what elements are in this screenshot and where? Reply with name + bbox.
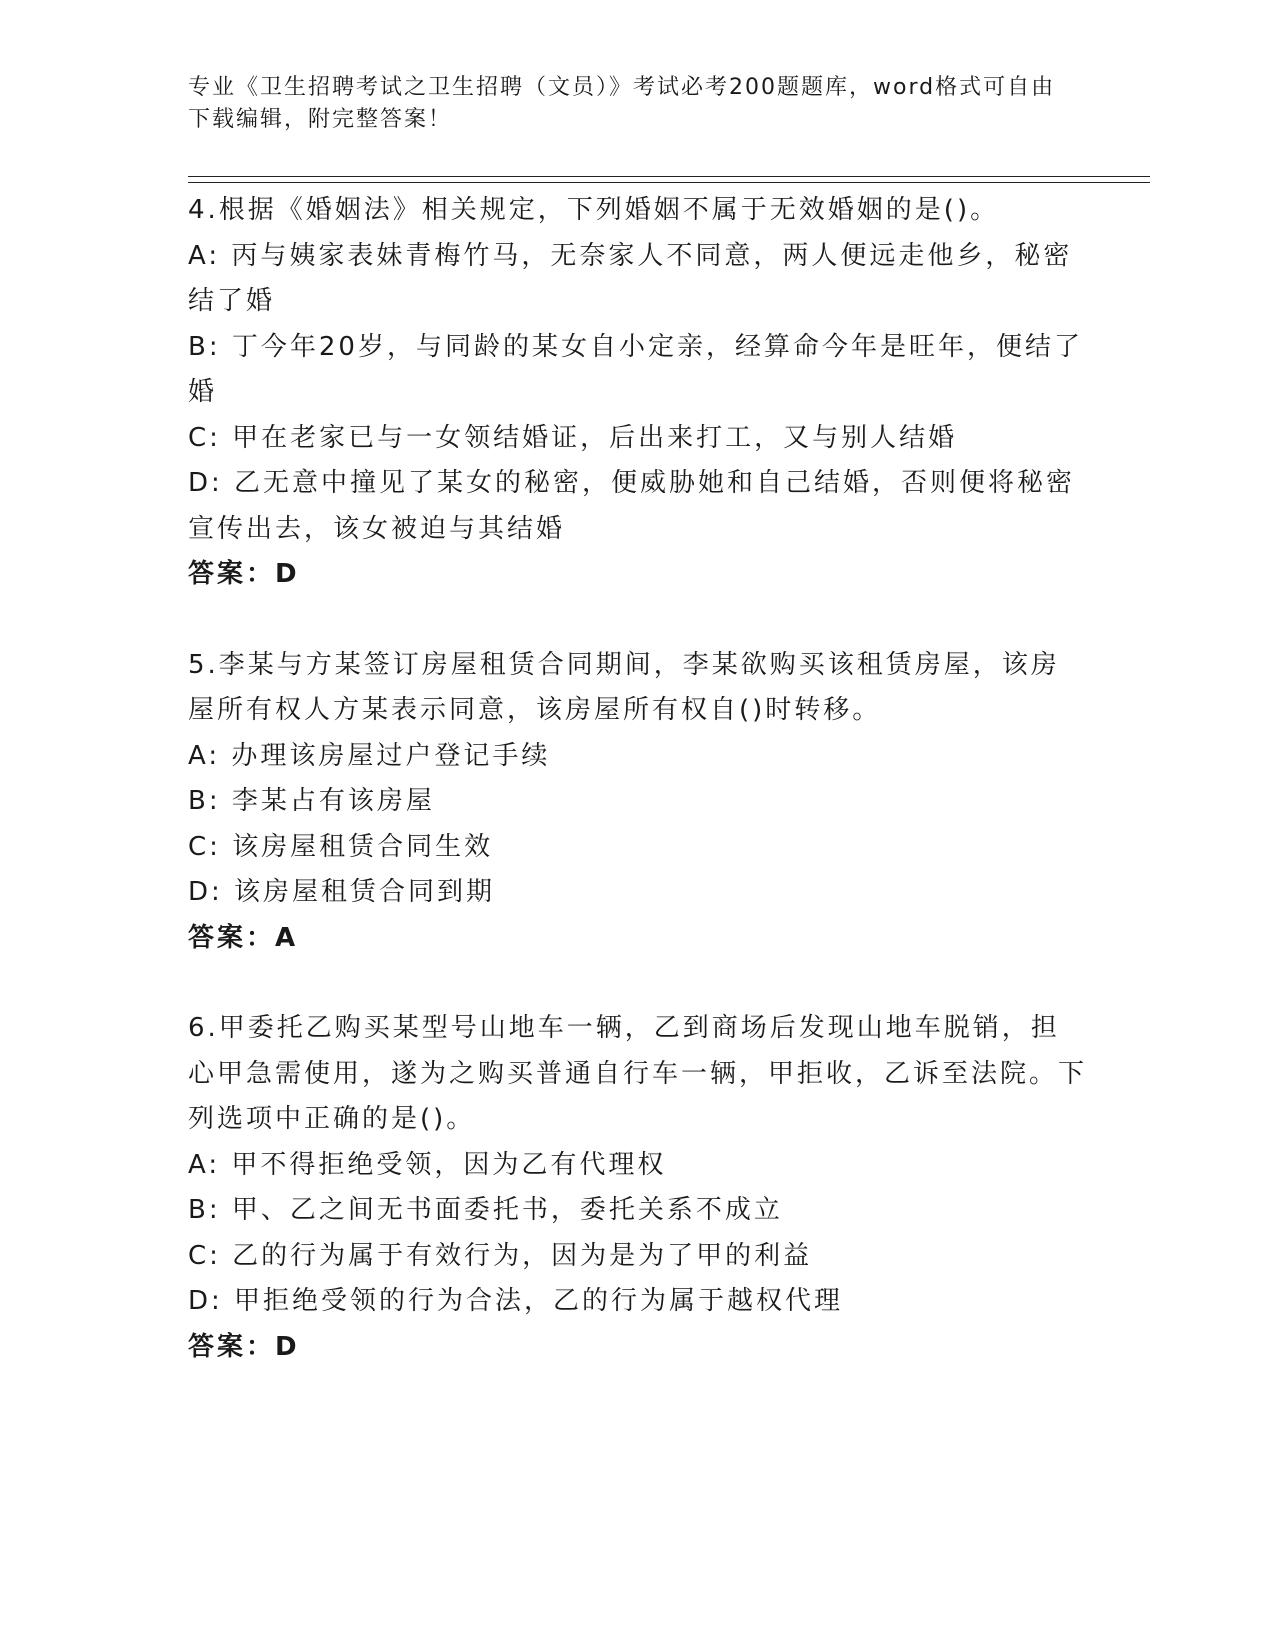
option-a: A: 办理该房屋过户登记手续 xyxy=(188,740,551,771)
question-stem: 5.李某与方某签订房屋租赁合同期间，李某欲购买该租赁房屋，该房屋所有权人方某表示同意，该房屋所有权自()时转移。 xyxy=(188,649,1060,725)
option-b: B: 丁今年20岁，与同龄的某女自小定亲，经算命今年是旺年，便结了婚 xyxy=(188,331,1083,407)
option-b: B: 甲、乙之间无书面委托书，委托关系不成立 xyxy=(188,1195,783,1225)
option-c: C: 甲在老家已与一女领结婚证，后出来打工，又与别人结婚 xyxy=(188,422,958,453)
answer-line: 答案：D xyxy=(188,1331,300,1362)
header-divider-top xyxy=(188,176,1150,177)
option-d: D: 甲拒绝受领的行为合法，乙的行为属于越权代理 xyxy=(188,1286,844,1316)
question-5 xyxy=(188,643,1088,962)
question-6 xyxy=(188,1006,1088,1370)
answer-line: 答案：D xyxy=(188,559,300,589)
answer-line: 答案：A xyxy=(188,922,299,953)
option-b: B: 李某占有该房屋 xyxy=(188,786,435,816)
question-list xyxy=(188,188,1088,1415)
question-stem: 4.根据《婚姻法》相关规定，下列婚姻不属于无效婚姻的是()。 xyxy=(188,195,1000,225)
question-4 xyxy=(188,188,1088,598)
document-header: 专业《卫生招聘考试之卫生招聘（文员）》考试必考200题题库，word格式可自由下载编辑，附完整答案！ xyxy=(188,75,1056,132)
option-c: C: 该房屋租赁合同生效 xyxy=(188,831,494,862)
option-c: C: 乙的行为属于有效行为，因为是为了甲的利益 xyxy=(188,1240,813,1271)
option-d: D: 乙无意中撞见了某女的秘密，便威胁她和自己结婚，否则便将秘密宣传出去，该女被迫与其结婚 xyxy=(188,468,1076,544)
question-stem: 6.甲委托乙购买某型号山地车一辆，乙到商场后发现山地车脱销，担心甲急需使用，遂为之购买普通自行车一辆，甲拒收，乙诉至法院。下列选项中正确的是()。 xyxy=(188,1013,1088,1134)
option-a: A: 丙与姨家表妹青梅竹马，无奈家人不同意，两人便远走他乡，秘密结了婚 xyxy=(188,240,1073,316)
option-d: D: 该房屋租赁合同到期 xyxy=(188,877,496,907)
header-divider-bottom xyxy=(188,182,1150,183)
option-a: A: 甲不得拒绝受领，因为乙有代理权 xyxy=(188,1149,667,1180)
